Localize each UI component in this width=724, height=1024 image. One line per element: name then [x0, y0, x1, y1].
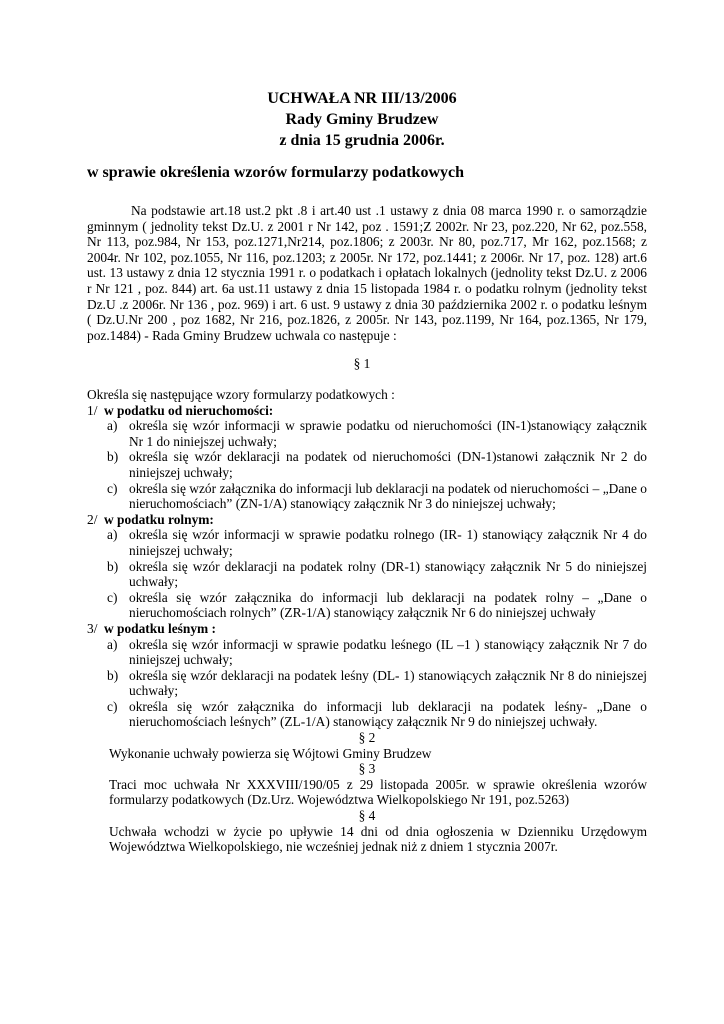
resolution-subject: w sprawie określenia wzorów formularzy podatkowych — [87, 164, 465, 181]
group-3-item-b: b) określa się wzór deklaracji na podatek leśny (DL- 1) stanowiących załącznik Nr 8 do niniejszej uchwały; — [107, 667, 647, 699]
section-4-text: Uchwała wchodzi w życie po upływie 14 dni od dnia ogłoszenia w Dzienniku Urzędowym Województwa Wielkopolskiego, nie wcześniej jednak niż z dniem 1 stycznia 2007r. — [109, 823, 647, 855]
section-3-heading: § 3 — [358, 761, 376, 777]
group-3-item-a: a) określa się wzór informacji w sprawie podatku leśnego (IL –1 ) stanowiący załącznik Nr 7 do niniejszej uchwały; — [107, 636, 647, 668]
title-line-council: Rady Gminy Brudzew — [285, 111, 439, 128]
group-2-item-a: a) określa się wzór informacji w sprawie podatku rolnego (IR- 1) stanowiący załącznik Nr 4 do niniejszej uchwały; — [107, 527, 647, 558]
preamble — [87, 203, 647, 343]
intro-text: Określa się następujące wzory formularzy podatkowych : — [87, 387, 395, 402]
group-1-heading: 1/ w podatku od nieruchomości: — [87, 402, 274, 418]
group-3-item-c: c) określa się wzór załącznika do informacji lub deklaracji na podatek leśny- „Dane o nieruchomościach leśnych” (ZL-1/A) stanowiący załącznik Nr 9 do niniejszej uchwały. — [107, 698, 647, 730]
group-1-item-c: c) określa się wzór załącznika do informacji lub deklaracji na podatek od nieruchomości – „Dane o nieruchomościach” (ZN-1/A) stanowiący załącznik Nr 3 do niniejszej uchwały; — [107, 480, 647, 512]
section-2-text: Wykonanie uchwały powierza się Wójtowi Gminy Brudzew — [109, 745, 432, 761]
group-3-heading: 3/ w podatku leśnym : — [87, 620, 216, 636]
group-2 — [87, 512, 647, 621]
resolution-body — [87, 387, 647, 855]
group-2-item-b: b) określa się wzór deklaracji na podatek rolny (DR-1) stanowiący załącznik Nr 5 do niniejszej uchwały; — [107, 558, 647, 590]
group-1-item-a: a) określa się wzór informacji w sprawie podatku od nieruchomości (IN-1)stanowiący załącznik Nr 1 do niniejszej uchwały; — [107, 418, 647, 449]
section-4-heading: § 4 — [358, 808, 376, 824]
group-1-item-b: b) określa się wzór deklaracji na podatek od nieruchomości (DN-1)stanowi załącznik Nr 2 do niniejszej uchwały; — [107, 449, 647, 480]
title-line-number: UCHWAŁA NR III/13/2006 — [267, 90, 457, 107]
group-1 — [87, 403, 647, 512]
section-1-heading: § 1 — [353, 356, 371, 371]
section-2-heading: § 2 — [358, 730, 376, 746]
group-3 — [87, 621, 647, 730]
section-3-text: Traci moc uchwała Nr XXXVIII/190/05 z 29 listopada 2005r. w sprawie określenia wzorów formularzy podatkowych (Dz.Urz. Województwa Wielkopolskiego Nr 191, poz.5263) — [109, 776, 647, 808]
preamble-text: Na podstawie art.18 ust.2 pkt .8 i art.40 ust .1 ustawy z dnia 08 marca 1990 r. o samorządzie gminnym ( jednolity tekst Dz.U. z 2001 r Nr 142, poz . 1591;Z 2002r. Nr 23, poz.220, Nr 62, poz.558, Nr 113, poz.984, Nr 153, poz.1271,Nr214, poz.1806; z 2003r. Nr 80, poz.717, Mr 162, poz.1568; z 2004r. Nr 102, poz.1055, Nr 116, poz.1203; z 2005r. Nr 172, poz.1441; z 2006r. Nr 17, poz. 128) art.6 ust. 13 ustawy z dnia 12 stycznia 1991 r. o podatkach i opłatach lokalnych (jednolity tekst Dz.U. z 2006 r Nr 121 , poz. 844) art. 6a ust.11 ustawy z dnia 15 listopada 1984 r. o podatku rolnym (jednolity tekst Dz.U .z 2006r. Nr 136 , poz. 969) i art. 6 ust. 9 ustawy z dnia 30 października 2002 r. o podatku leśnym ( Dz.U.Nr 200 , poz 1682, Nr 216, poz.1826, z 2005r. Nr 143, poz.1199, Nr 164, poz.1365, Nr 179, poz.1484) - Rada Gminy Brudzew uchwala co następuje : — [87, 203, 647, 343]
title-line-date: z dnia 15 grudnia 2006r. — [279, 132, 445, 149]
group-2-heading: 2/ w podatku rolnym: — [87, 511, 214, 527]
resolution-title — [0, 88, 724, 151]
group-2-item-c: c) określa się wzór załącznika do informacji lub deklaracji na podatek rolny – „Dane o nieruchomościach rolnych” (ZR-1/A) stanowiący załącznik Nr 6 do niniejszej uchwały — [107, 589, 647, 621]
